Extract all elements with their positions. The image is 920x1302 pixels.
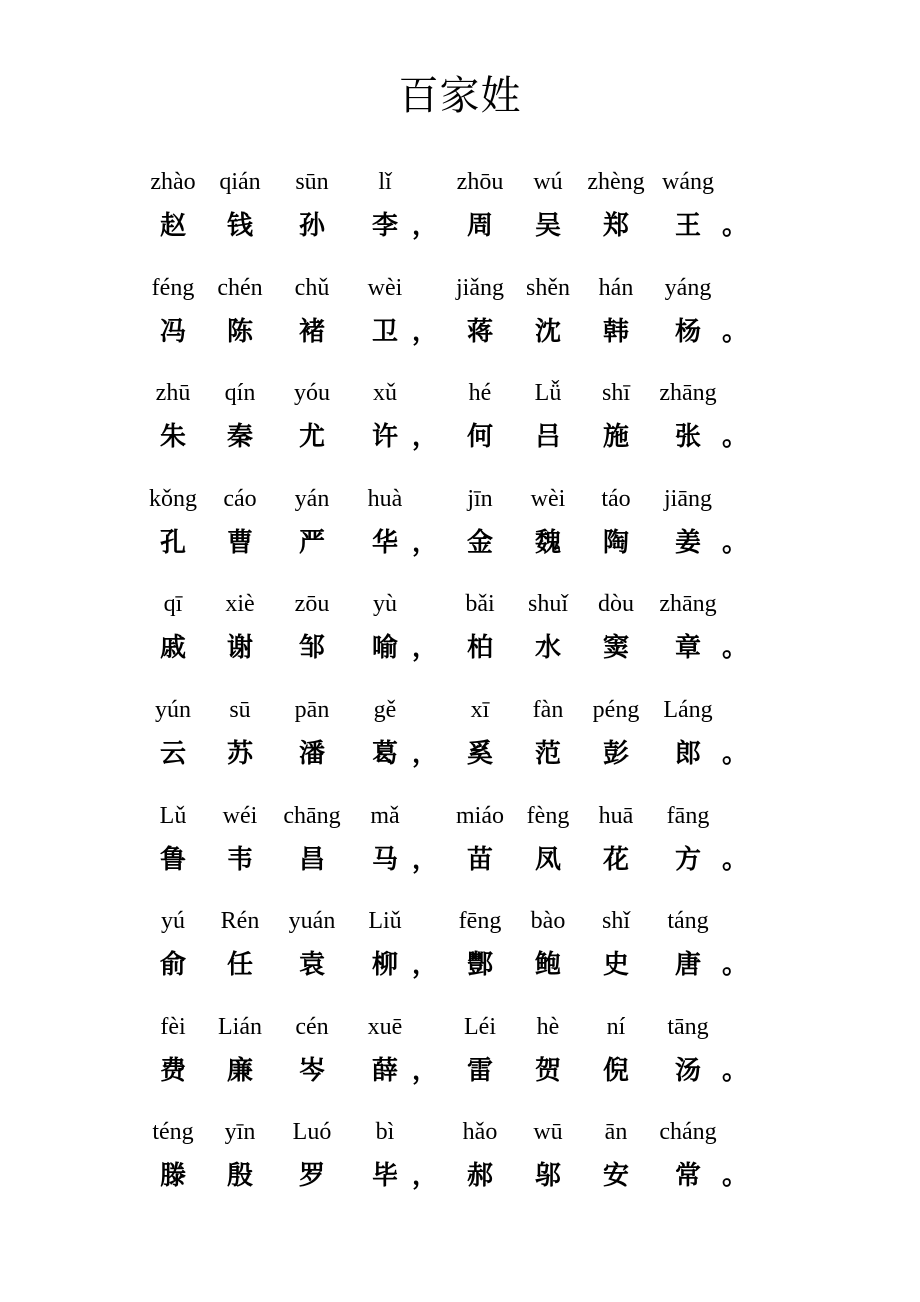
pinyin-syllable: sūn bbox=[295, 169, 329, 195]
pinyin-syllable: cháng bbox=[659, 1119, 717, 1146]
pinyin-syllable: shěn bbox=[526, 274, 570, 301]
surname-character: 朱 bbox=[159, 422, 186, 453]
pinyin-syllable: yóu bbox=[294, 380, 330, 407]
pinyin-syllable: péng bbox=[592, 697, 640, 723]
pinyin-syllable: yuán bbox=[288, 908, 336, 935]
verse-row bbox=[0, 377, 920, 477]
pinyin-syllable: chén bbox=[217, 274, 263, 301]
surname-character: 汤 bbox=[674, 1055, 701, 1086]
verse-row bbox=[0, 1116, 920, 1216]
pinyin-syllable: Luó bbox=[292, 1119, 332, 1146]
comma-mark: ， bbox=[411, 422, 438, 453]
pinyin-syllable: Liǔ bbox=[368, 908, 402, 935]
surname-character: 姜 bbox=[674, 527, 701, 558]
pinyin-syllable: jiǎng bbox=[456, 274, 504, 301]
surname-character: 奚 bbox=[466, 739, 493, 769]
verse-row bbox=[0, 694, 920, 794]
surname-character: 华 bbox=[371, 527, 398, 558]
surname-character: 郎 bbox=[674, 739, 701, 769]
pinyin-syllable: bào bbox=[530, 908, 566, 935]
comma-mark: ， bbox=[411, 950, 438, 981]
period-mark: 。 bbox=[721, 211, 748, 241]
comma-mark: ， bbox=[411, 1161, 438, 1192]
period-mark: 。 bbox=[721, 1055, 748, 1086]
surname-character: 安 bbox=[602, 1161, 629, 1192]
pinyin-syllable: chǔ bbox=[294, 274, 330, 301]
pinyin-syllable: miáo bbox=[456, 802, 504, 829]
surname-character: 滕 bbox=[159, 1161, 186, 1192]
surname-character: 王 bbox=[674, 211, 701, 241]
surname-character: 沈 bbox=[534, 316, 561, 347]
surname-character: 马 bbox=[371, 844, 398, 875]
pinyin-syllable: xuē bbox=[367, 1013, 403, 1040]
pinyin-syllable: yú bbox=[161, 908, 185, 935]
surname-character: 倪 bbox=[602, 1055, 629, 1086]
pinyin-syllable: dòu bbox=[598, 591, 634, 618]
pinyin-syllable: hǎo bbox=[462, 1119, 498, 1146]
pinyin-syllable: fàn bbox=[532, 697, 564, 723]
pinyin-syllable: huā bbox=[598, 802, 634, 829]
pinyin-syllable: pān bbox=[294, 697, 330, 723]
surname-character: 廉 bbox=[226, 1055, 253, 1086]
pinyin-syllable: kǒng bbox=[149, 485, 197, 512]
pinyin-syllable: Lǔ bbox=[159, 802, 187, 829]
surname-character: 鲍 bbox=[534, 950, 561, 981]
surname-character: 严 bbox=[298, 527, 325, 558]
pinyin-syllable: táo bbox=[601, 485, 631, 512]
surname-character: 邹 bbox=[298, 633, 325, 664]
pinyin-syllable: qī bbox=[163, 591, 183, 618]
verse-row bbox=[0, 800, 920, 900]
pinyin-syllable: téng bbox=[152, 1119, 194, 1146]
surname-character: 鲁 bbox=[159, 844, 186, 875]
surname-character: 范 bbox=[534, 739, 561, 769]
pinyin-syllable: shī bbox=[601, 380, 630, 407]
pinyin-syllable: sū bbox=[229, 697, 251, 723]
surname-character: 雷 bbox=[466, 1055, 493, 1086]
period-mark: 。 bbox=[721, 527, 748, 558]
surname-character: 昌 bbox=[298, 844, 325, 875]
pinyin-syllable: huà bbox=[367, 485, 403, 512]
surname-character: 钱 bbox=[226, 211, 253, 241]
pinyin-syllable: ān bbox=[604, 1119, 628, 1146]
pinyin-syllable: xiè bbox=[225, 591, 255, 618]
surname-character: 唐 bbox=[674, 950, 701, 981]
pinyin-syllable: féng bbox=[151, 274, 195, 301]
pinyin-syllable: wèi bbox=[530, 485, 566, 512]
pinyin-syllable: shuǐ bbox=[527, 591, 568, 618]
surname-character: 苗 bbox=[466, 844, 493, 875]
surname-character: 曹 bbox=[226, 527, 253, 558]
surname-character: 方 bbox=[674, 844, 701, 875]
pinyin-syllable: hé bbox=[468, 380, 492, 407]
pinyin-syllable: zōu bbox=[294, 591, 330, 618]
pinyin-syllable: Rén bbox=[220, 908, 260, 935]
surname-character: 李 bbox=[371, 211, 398, 241]
surname-character: 邬 bbox=[534, 1161, 561, 1192]
surname-character: 薛 bbox=[371, 1055, 398, 1086]
pinyin-syllable: yīn bbox=[224, 1119, 256, 1146]
pinyin-syllable: Lián bbox=[218, 1013, 262, 1040]
pinyin-syllable: zhāng bbox=[659, 591, 717, 618]
pinyin-syllable: wéi bbox=[222, 802, 258, 829]
comma-mark: ， bbox=[411, 527, 438, 558]
pinyin-syllable: wú bbox=[533, 169, 563, 195]
period-mark: 。 bbox=[721, 739, 748, 769]
surname-character: 任 bbox=[226, 950, 253, 981]
surname-character: 酆 bbox=[466, 950, 493, 981]
surname-character: 郑 bbox=[602, 211, 629, 241]
pinyin-syllable: yáng bbox=[664, 274, 712, 301]
pinyin-syllable: zhāng bbox=[659, 380, 717, 407]
surname-character: 葛 bbox=[371, 739, 398, 769]
pinyin-syllable: zhèng bbox=[587, 169, 645, 195]
surname-character: 陶 bbox=[602, 527, 629, 558]
surname-character: 章 bbox=[674, 633, 701, 664]
surname-character: 卫 bbox=[371, 316, 398, 347]
pinyin-syllable: cáo bbox=[223, 485, 257, 512]
pinyin-syllable: wáng bbox=[662, 169, 714, 195]
surname-character: 罗 bbox=[298, 1161, 325, 1192]
surname-character: 俞 bbox=[159, 950, 186, 981]
pinyin-syllable: zhào bbox=[150, 169, 196, 195]
pinyin-syllable: shǐ bbox=[601, 908, 630, 935]
surname-character: 孙 bbox=[298, 211, 325, 241]
pinyin-syllable: jiāng bbox=[664, 485, 712, 512]
surname-character: 凤 bbox=[534, 844, 561, 875]
surname-character: 褚 bbox=[298, 316, 325, 347]
pinyin-syllable: hè bbox=[536, 1013, 560, 1040]
surname-character: 殷 bbox=[226, 1161, 253, 1192]
pinyin-syllable: wèi bbox=[367, 274, 403, 301]
pinyin-syllable: hán bbox=[598, 274, 634, 301]
period-mark: 。 bbox=[721, 316, 748, 347]
verse-row bbox=[0, 588, 920, 688]
comma-mark: ， bbox=[411, 739, 438, 769]
surname-character: 窦 bbox=[602, 633, 629, 664]
surname-character: 喻 bbox=[371, 633, 398, 664]
pinyin-syllable: tāng bbox=[667, 1013, 709, 1040]
verse-row bbox=[0, 166, 920, 266]
period-mark: 。 bbox=[721, 633, 748, 664]
surname-character: 尤 bbox=[298, 422, 325, 453]
surname-character: 花 bbox=[602, 844, 629, 875]
pinyin-syllable: ní bbox=[606, 1013, 626, 1040]
surname-character: 冯 bbox=[159, 316, 186, 347]
surname-character: 柏 bbox=[466, 633, 493, 664]
pinyin-syllable: jīn bbox=[467, 485, 493, 512]
comma-mark: ， bbox=[411, 316, 438, 347]
pinyin-syllable: Lǚ bbox=[534, 380, 562, 407]
surname-character: 水 bbox=[534, 633, 561, 664]
surname-character: 杨 bbox=[674, 316, 701, 347]
pinyin-syllable: Léi bbox=[464, 1013, 496, 1040]
comma-mark: ， bbox=[411, 211, 438, 241]
comma-mark: ， bbox=[411, 1055, 438, 1086]
surname-character: 吴 bbox=[534, 211, 561, 241]
pinyin-syllable: zhōu bbox=[456, 169, 504, 195]
surname-character: 柳 bbox=[371, 950, 398, 981]
pinyin-syllable: yán bbox=[294, 485, 330, 512]
surname-character: 韩 bbox=[602, 316, 629, 347]
pinyin-syllable: chāng bbox=[283, 802, 341, 829]
pinyin-syllable: bì bbox=[375, 1119, 395, 1146]
pinyin-syllable: xī bbox=[470, 697, 490, 723]
pinyin-syllable: zhū bbox=[155, 380, 191, 407]
surname-character: 贺 bbox=[534, 1055, 561, 1086]
surname-character: 谢 bbox=[226, 633, 253, 664]
pinyin-syllable: gě bbox=[373, 697, 397, 723]
surname-character: 苏 bbox=[226, 739, 253, 769]
surname-character: 张 bbox=[674, 422, 701, 453]
comma-mark: ， bbox=[411, 633, 438, 664]
surname-character: 何 bbox=[466, 422, 493, 453]
comma-mark: ， bbox=[411, 844, 438, 875]
pinyin-syllable: qián bbox=[219, 169, 261, 195]
surname-character: 秦 bbox=[226, 422, 253, 453]
surname-character: 毕 bbox=[371, 1161, 398, 1192]
period-mark: 。 bbox=[721, 1161, 748, 1192]
period-mark: 。 bbox=[721, 422, 748, 453]
surname-character: 周 bbox=[466, 211, 493, 241]
pinyin-syllable: cén bbox=[295, 1013, 329, 1040]
surname-character: 岑 bbox=[298, 1055, 325, 1086]
pinyin-syllable: fāng bbox=[666, 802, 710, 829]
surname-character: 吕 bbox=[534, 422, 561, 453]
pinyin-syllable: lǐ bbox=[378, 169, 392, 195]
surname-character: 彭 bbox=[602, 739, 629, 769]
surname-character: 赵 bbox=[159, 211, 186, 241]
surname-character: 戚 bbox=[159, 633, 186, 664]
pinyin-syllable: yún bbox=[155, 697, 191, 723]
page-title: 百家姓 bbox=[398, 73, 522, 119]
surname-character: 袁 bbox=[298, 950, 325, 981]
surname-character: 郝 bbox=[466, 1161, 493, 1192]
pinyin-syllable: táng bbox=[667, 908, 709, 935]
pinyin-syllable: mǎ bbox=[370, 802, 400, 829]
surname-character: 云 bbox=[159, 739, 186, 769]
pinyin-syllable: qín bbox=[224, 380, 256, 407]
surname-character: 费 bbox=[159, 1055, 186, 1086]
verse-row bbox=[0, 1011, 920, 1111]
surname-character: 魏 bbox=[534, 527, 561, 558]
surname-character: 潘 bbox=[298, 739, 325, 769]
pinyin-syllable: bǎi bbox=[465, 591, 495, 618]
pinyin-syllable: fēng bbox=[458, 908, 502, 935]
surname-character: 金 bbox=[466, 527, 493, 558]
pinyin-syllable: yù bbox=[373, 591, 397, 618]
surname-character: 韦 bbox=[226, 844, 253, 875]
pinyin-syllable: xǔ bbox=[373, 380, 397, 407]
surname-character: 施 bbox=[602, 422, 629, 453]
surname-character: 孔 bbox=[159, 527, 186, 558]
surname-character: 蒋 bbox=[466, 316, 493, 347]
pinyin-syllable: wū bbox=[533, 1119, 563, 1146]
pinyin-syllable: fèng bbox=[526, 802, 570, 829]
pinyin-syllable: fèi bbox=[160, 1013, 186, 1040]
surname-character: 史 bbox=[602, 950, 629, 981]
surname-character: 许 bbox=[371, 422, 398, 453]
surname-character: 常 bbox=[674, 1161, 701, 1192]
pinyin-syllable: Láng bbox=[663, 697, 713, 723]
verse-row bbox=[0, 905, 920, 1005]
surname-character: 陈 bbox=[226, 316, 253, 347]
period-mark: 。 bbox=[721, 844, 748, 875]
verse-row bbox=[0, 272, 920, 372]
period-mark: 。 bbox=[721, 950, 748, 981]
verse-row bbox=[0, 483, 920, 583]
